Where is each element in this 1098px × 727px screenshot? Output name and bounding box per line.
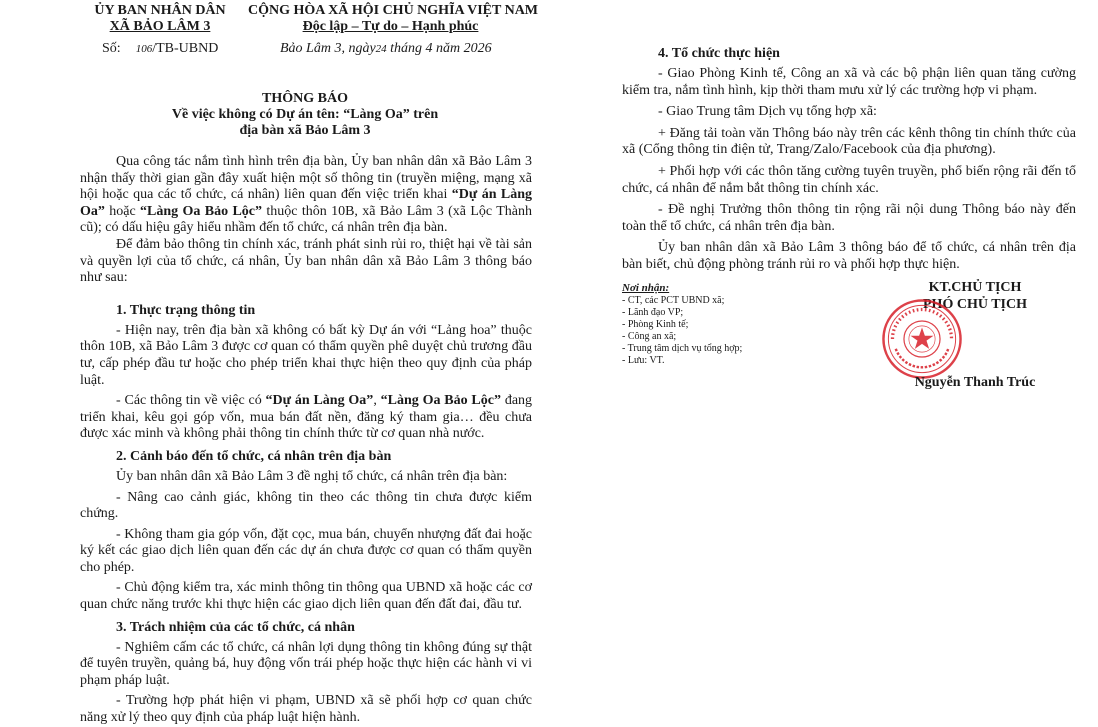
org-commune: XÃ BẢO LÂM 3 xyxy=(109,19,211,34)
recipients-label: Nơi nhận: xyxy=(622,282,670,294)
red-seal-stamp-icon xyxy=(881,298,963,380)
intro-paragraph-1: Qua công tác nắm tình hình trên địa bàn, Ủy ban nhân dân xã Bảo Lâm 3 nhận thấy thời gian gần đây xuất hiện một số thông tin (truyền miệng, mạng xã hội hoặc qua các tổ chức, cá nhân) liên quan đến việc triển khai “Dự án Làng Oa” hoặc “Làng Oa Bảo Lộc” thuộc thôn 10B, xã Bảo Lâm 3 (xã Lộc Thành cũ); có dấu hiệu gây hiểu nhầm đến tổ chức, cá nhân trên địa bàn. xyxy=(80,154,533,236)
section-4-paragraph-3: + Đăng tải toàn văn Thông báo này trên các kênh thông tin chính thức của xã (Cổng thông tin điện tử, Trang/Zalo/Facebook của địa phương). xyxy=(622,125,1076,158)
recipient-item: - Lãnh đạo VP; xyxy=(622,307,684,318)
intro-paragraph-2: Để đảm bảo thông tin chính xác, tránh phát sinh rủi ro, thiệt hại về tài sản và quyền lợi của tổ chức, cá nhân, Ủy ban nhân dân xã Bảo Lâm 3 thông báo như sau: xyxy=(80,236,532,286)
notice-subject-line1: Về việc không có Dự án tên: “Làng Oa” trên xyxy=(171,107,439,122)
recipient-item: - Trung tâm dịch vụ tổng hợp; xyxy=(622,343,743,354)
section-3-paragraph-2: - Trường hợp phát hiện vi phạm, UBND xã sẽ phối hợp cơ quan chức năng xử lý theo quy định của pháp luật hiện hành. xyxy=(80,693,532,726)
notice-subject-line2: địa bàn xã Bảo Lâm 3 xyxy=(239,123,371,138)
section-4-paragraph-6: Ủy ban nhân dân xã Bảo Lâm 3 thông báo để tổ chức, cá nhân trên địa bàn biết, chủ động phòng tránh rủi ro và phối hợp thực hiện. xyxy=(622,240,1076,272)
nation-motto: Độc lập – Tự do – Hạnh phúc xyxy=(302,19,479,34)
notice-title: THÔNG BÁO xyxy=(262,91,348,106)
section-1-heading: 1. Thực trạng thông tin xyxy=(116,302,256,318)
signer-name: Nguyễn Thanh Trúc xyxy=(914,375,1036,390)
section-4-paragraph-2: - Giao Trung tâm Dịch vụ tổng hợp xã: xyxy=(658,104,877,120)
section-4-paragraph-1: - Giao Phòng Kinh tế, Công an xã và các bộ phận liên quan tăng cường kiểm tra, nắm tình hình, kịp thời tham mưu xử lý các trường hợp vi phạm. xyxy=(622,66,1076,98)
recipient-item: - Công an xã; xyxy=(622,331,677,342)
section-4-paragraph-5: - Đề nghị Trưởng thôn thông tin rộng rãi nội dung Thông báo này đến toàn thể tổ chức, cá nhân trên địa bàn. xyxy=(622,202,1076,234)
recipient-item: - Phòng Kinh tế; xyxy=(622,319,689,330)
org-name: ỦY BAN NHÂN DÂN xyxy=(94,3,226,18)
section-4-paragraph-4: + Phối hợp với các thôn tăng cường tuyên truyền, phổ biến rộng rãi đến tổ chức, cá nhân để nắm bắt thông tin chính xác. xyxy=(622,163,1076,196)
signature-title-1: KT.CHỦ TỊCH xyxy=(928,280,1022,295)
right-column xyxy=(622,44,1076,274)
section-1-paragraph-1: - Hiện nay, trên địa bàn xã không có bất kỳ Dự án với “Lảng hoa” thuộc thôn 10B, xã Bảo Lâm 3 được cơ quan có thẩm quyền phê duyệt chủ trương đầu tư, cấp phép đầu tư hoặc cho phép triển khai thực hiện theo quy định của pháp luật. xyxy=(80,322,532,388)
section-2-paragraph-3: - Không tham gia góp vốn, đặt cọc, mua bán, chuyển nhượng đất đai hoặc ký kết các giao dịch liên quan đến các dự án chưa được cơ quan có thẩm quyền cho phép. xyxy=(80,526,532,575)
document-number: Số: 106/TB-UBND xyxy=(102,41,219,56)
section-3-heading: 3. Trách nhiệm của các tổ chức, cá nhân xyxy=(116,619,355,635)
section-3-paragraph-1: - Nghiêm cấm các tổ chức, cá nhân lợi dụng thông tin không đúng sự thật để tuyên truyền, quảng bá, huy động vốn trái phép hoặc thực hiện các hành vi vi phạm pháp luật. xyxy=(80,639,532,688)
nation-name: CỘNG HÒA XÃ HỘI CHỦ NGHĨA VIỆT NAM xyxy=(248,3,539,18)
section-2-paragraph-1: Ủy ban nhân dân xã Bảo Lâm 3 đề nghị tổ chức, cá nhân trên địa bàn: xyxy=(116,468,508,484)
section-1-paragraph-2: - Các thông tin về việc có “Dự án Làng Oa”, “Làng Oa Bảo Lộc” đang triển khai, kêu gọi góp vốn, mua bán đất nền, đăng ký tham gia… đều chưa được xác minh và không phải thông tin chính thức từ cơ quan nhà nước. xyxy=(80,393,533,442)
recipients-block xyxy=(622,282,742,367)
recipient-item: - CT, các PCT UBND xã; xyxy=(622,295,725,306)
signature-title-2: PHÓ CHỦ TỊCH xyxy=(923,297,1027,312)
section-4-heading: 4. Tổ chức thực hiện xyxy=(658,46,780,61)
recipient-item: - Lưu: VT. xyxy=(622,355,665,366)
section-2-paragraph-2: - Nâng cao cảnh giác, không tin theo các thông tin chưa được kiểm chứng. xyxy=(80,489,532,522)
section-2-heading: 2. Cảnh báo đến tổ chức, cá nhân trên địa bàn xyxy=(116,448,392,464)
left-column xyxy=(80,154,532,727)
section-2-paragraph-4: - Chủ động kiểm tra, xác minh thông tin thông qua UBND xã hoặc các cơ quan chức năng trước khi thực hiện các giao dịch liên quan đến đất đai, đầu tư. xyxy=(80,580,532,613)
document-date: Bảo Lâm 3, ngày24 tháng 4 năm 2026 xyxy=(280,41,492,56)
